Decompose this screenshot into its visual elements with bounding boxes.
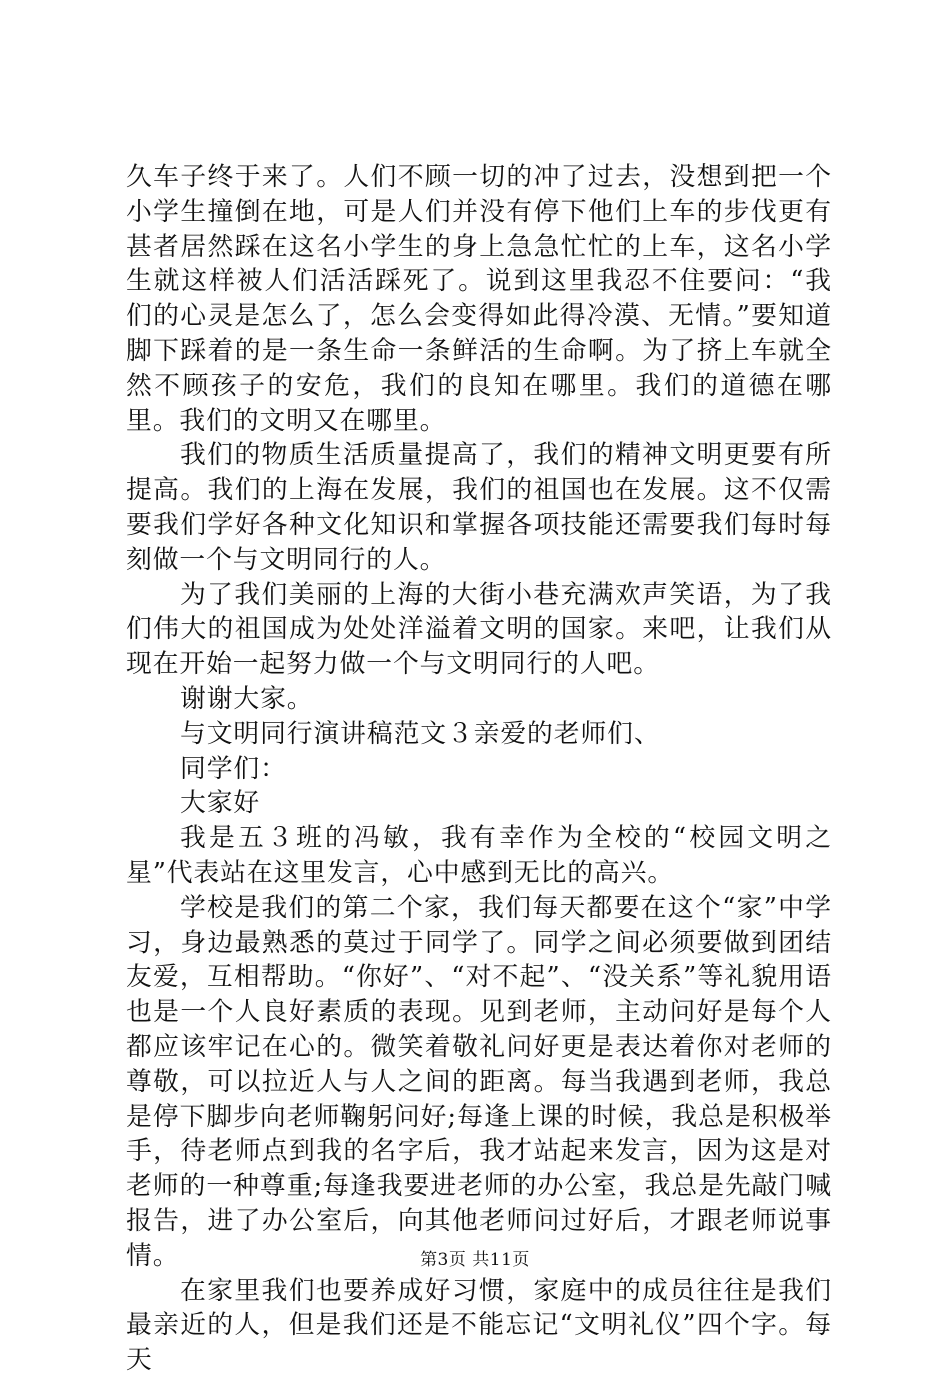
paragraph-5: 与文明同行演讲稿范文３亲爱的老师们、 [180,718,661,749]
paragraph-7: 大家好 [180,788,261,819]
paragraph-8: 我是五３班的冯敏，我有幸作为全校的“校园文明之星”代表站在这里发言，心中感到无比的高兴。 [126,823,832,888]
paragraph-2: 我们的物质生活质量提高了，我们的精神文明更要有所提高。我们的上海在发展，我们的祖国也在发展。这不仅需要我们学好各种文化知识和掌握各项技能还需要我们每时每刻做一个与文明同行的人。 [126,440,832,575]
page-footer: 第3页 共11页 [420,1250,530,1270]
paragraph-6: 同学们： [180,753,287,784]
paragraph-9: 学校是我们的第二个家，我们每天都要在这个“家”中学习，身边最熟悉的莫过于同学了。同学之间必须要做到团结友爱，互相帮助。“你好”、“对不起”、“没关系”等礼貌用语也是一个人良好素质的表现。见到老师，主动问好是每个人都应该牢记在心的。微笑着敬礼问好更是表达着你对老师的尊敬，可以拉近人与人之间的距离。每当我遇到老师，我总是停下脚步向老师鞠躬问好;每逢上课的时候，我总是积极举手，待老师点到我的名字后，我才站起来发言，因为这是对老师的一种尊重;每逢我要进老师的办公室，我总是先敲门喊报告，进了办公室后，向其他老师问过好后，才跟老师说事情。 [126,892,832,1271]
document-body [126,160,832,1378]
paragraph-1: 久车子终于来了。人们不顾一切的冲了过去，没想到把一个小学生撞倒在地，可是人们并没有停下他们上车的步伐更有甚者居然踩在这名小学生的身上急急忙忙的上车，这名小学生就这样被人们活活踩死了。说到这里我忍不住要问：“我们的心灵是怎么了，怎么会变得如此得冷漠、无情。”要知道脚下踩着的是一条生命一条鲜活的生命啊。为了挤上车就全然不顾孩子的安危，我们的良知在哪里。我们的道德在哪里。我们的文明又在哪里。 [126,162,832,436]
paragraph-4: 谢谢大家。 [180,683,314,714]
paragraph-3: 为了我们美丽的上海的大街小巷充满欢声笑语，为了我们伟大的祖国成为处处洋溢着文明的国家。来吧，让我们从现在开始一起努力做一个与文明同行的人吧。 [126,579,832,680]
paragraph-10: 在家里我们也要养成好习惯，家庭中的成员往往是我们最亲近的人，但是我们还是不能忘记“文明礼仪”四个字。每天 [126,1275,832,1376]
